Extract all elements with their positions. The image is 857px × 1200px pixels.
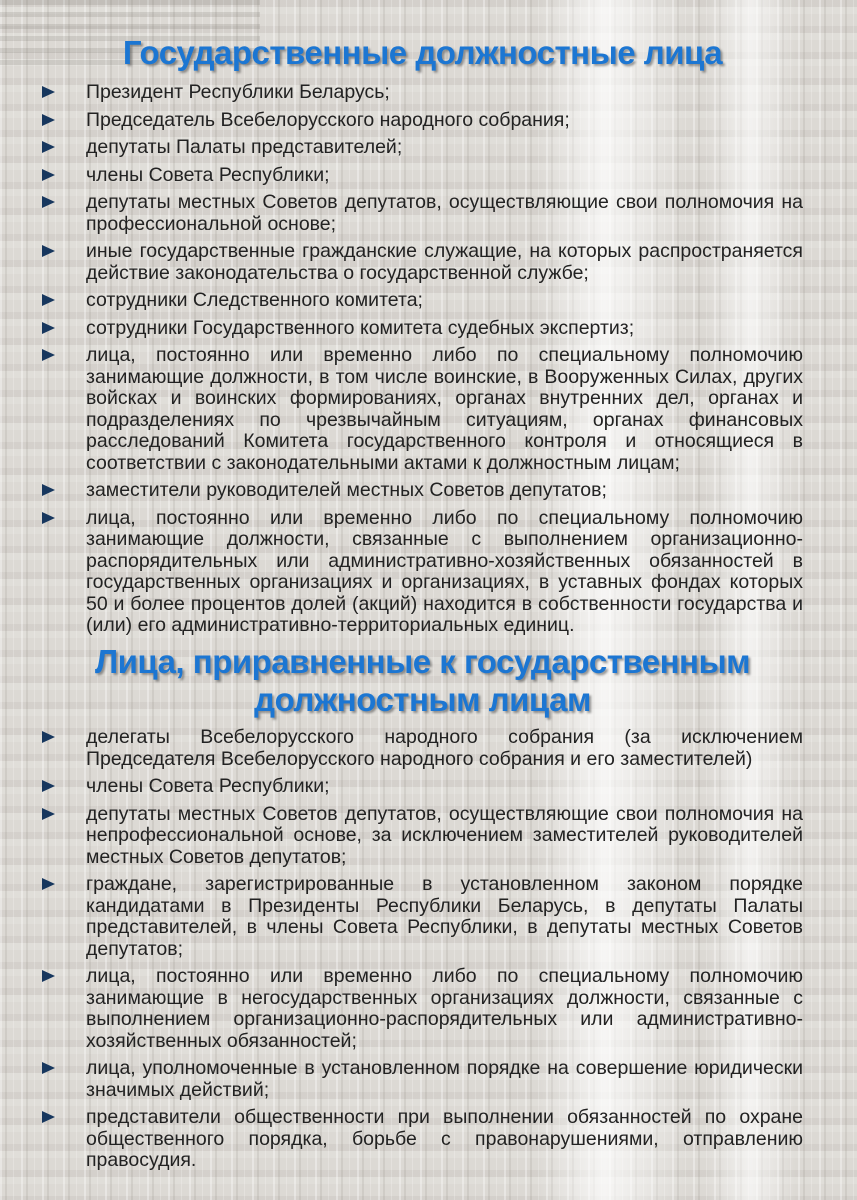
list-item-text: Председатель Всебелорусского народного собрания; bbox=[86, 108, 570, 131]
bullet-triangle-icon bbox=[42, 808, 55, 820]
bullet-triangle-icon bbox=[42, 141, 55, 153]
state-officials-list bbox=[42, 82, 803, 637]
list-item-text: сотрудники Государственного комитета судебных экспертиз; bbox=[86, 316, 635, 339]
list-item bbox=[42, 1107, 803, 1172]
list-item bbox=[42, 82, 803, 104]
list-item-text: сотрудники Следственного комитета; bbox=[86, 289, 423, 312]
list-item bbox=[42, 966, 803, 1052]
bullet-triangle-icon bbox=[42, 245, 55, 257]
bullet-triangle-icon bbox=[42, 349, 55, 361]
list-item-text: представители общественности при выполнении обязанностей по охране общественного порядка, борьбе с правонарушениями, отправлению правосудия. bbox=[86, 1106, 803, 1172]
equated-persons-list bbox=[42, 727, 803, 1172]
list-item bbox=[42, 318, 803, 340]
list-item bbox=[42, 874, 803, 960]
list-item bbox=[42, 192, 803, 235]
list-item-text: депутаты местных Советов депутатов, осуществляющие свои полномочия на непрофессиональной основе, за исключением заместителей руководителей местных Советов депутатов; bbox=[86, 802, 803, 868]
list-item-text: заместители руководителей местных Советов депутатов; bbox=[86, 479, 607, 502]
list-item-text: лица, постоянно или временно либо по специальному полномочию занимающие должности, связанные с выполнением организационно-распорядительных или административно-хозяйственных обязанностей в государственных организациях и организациях, в уставных фондах которых 50 и более процентов долей (акций) находится в собственности государства и (или) его административно-территориальных единиц. bbox=[86, 506, 803, 637]
list-item bbox=[42, 345, 803, 474]
bullet-triangle-icon bbox=[42, 1062, 55, 1074]
list-item-text: делегаты Всебелорусского народного собрания (за исключением Председателя Всебелорусского народного собрания и его заместителей) bbox=[86, 726, 803, 770]
bullet-triangle-icon bbox=[42, 114, 55, 126]
list-item bbox=[42, 727, 803, 770]
bullet-triangle-icon bbox=[42, 294, 55, 306]
list-item-text: члены Совета Республики; bbox=[86, 775, 330, 798]
list-item-text: члены Совета Республики; bbox=[86, 163, 330, 186]
bullet-triangle-icon bbox=[42, 322, 55, 334]
bullet-triangle-icon bbox=[42, 878, 55, 890]
list-item-text: лица, постоянно или временно либо по специальному полномочию занимающие в негосударственных организациях должности, связанные с выполнением организационно-распорядительных или административно-хозяйственных обязанностей; bbox=[86, 965, 803, 1052]
list-item bbox=[42, 1058, 803, 1101]
list-item bbox=[42, 508, 803, 637]
bullet-triangle-icon bbox=[42, 1111, 55, 1123]
bullet-triangle-icon bbox=[42, 731, 55, 743]
title-state-officials: Государственные должностные лица bbox=[122, 34, 723, 71]
list-item-text: иные государственные гражданские служащие, на которых распространяется действие законодательства о государственной службе; bbox=[86, 240, 803, 284]
bullet-triangle-icon bbox=[42, 196, 55, 208]
list-item bbox=[42, 241, 803, 284]
bullet-triangle-icon bbox=[42, 86, 55, 98]
list-item-text: граждане, зарегистрированные в установленном законом порядке кандидатами в Президенты Республики Беларусь, в депутаты Палаты представителей, в члены Совета Республики, в депутаты местных Советов депутатов; bbox=[86, 873, 803, 960]
list-item-text: лица, уполномоченные в установленном порядке на совершение юридически значимых действий; bbox=[86, 1057, 803, 1101]
bullet-triangle-icon bbox=[42, 512, 55, 524]
list-item bbox=[42, 165, 803, 187]
list-item-text: Президент Республики Беларусь; bbox=[86, 81, 390, 104]
list-item bbox=[42, 290, 803, 312]
list-item bbox=[42, 804, 803, 869]
list-item bbox=[42, 480, 803, 502]
list-item-text: депутаты Палаты представителей; bbox=[86, 136, 403, 159]
bullet-triangle-icon bbox=[42, 169, 55, 181]
bullet-triangle-icon bbox=[42, 484, 55, 496]
bullet-triangle-icon bbox=[42, 970, 55, 982]
title-equated-persons: Лица, приравненные к государственным должностным лицам bbox=[94, 642, 751, 719]
bullet-triangle-icon bbox=[42, 780, 55, 792]
list-item bbox=[42, 776, 803, 798]
list-item-text: депутаты местных Советов депутатов, осуществляющие свои полномочия на профессиональной основе; bbox=[86, 191, 803, 235]
list-item-text: лица, постоянно или временно либо по специальному полномочию занимающие должности, в том числе воинские, в Вооруженных Силах, других войсках и воинских формированиях, органах внутренних дел, органах и подразделениях по чрезвычайным ситуациям, органах финансовых расследований Комитета государственного контроля и относящиеся в соответствии с законодательными актами к должностным лицам; bbox=[86, 344, 803, 474]
list-item bbox=[42, 110, 803, 132]
list-item bbox=[42, 137, 803, 159]
